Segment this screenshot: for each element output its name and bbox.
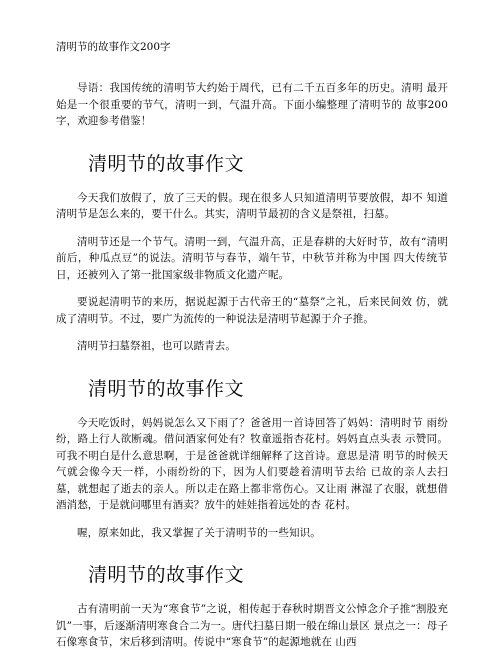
section-heading: 清明节的故事作文 <box>88 377 245 400</box>
paragraph: 古有清明前一天为“寒食节”之说，相传起于春秋时期晋文公悼念介子推“割股充饥”一事，后逐渐清明寒食合二为一。唐代扫墓日期一般在绵山景区 景点之一：母子石像寒食节，宋后移到清明。传说中“寒食节”的起源地就在 山西 <box>56 603 448 648</box>
paragraph: 今天吃饭时，妈妈说怎么又下雨了？爸爸用一首诗回答了妈妈：清明时节 雨纷纷，路上行人欲断魂。借问酒家何处有？牧童遥指杏花村。妈妈直点头表 示赞同。可我不明白是什么意思啊，于是爸爸就详细解释了这首诗。意思是清 明节的时候天气就会像今天一样，小雨纷纷的下，因为人们要趁着清明节去给 已故的亲人去扫墓，就想起了逝去的亲人。所以走在路上都非常伤心。又让雨 淋湿了衣服，就想借酒消愁，于是就问哪里有酒卖？放牛的娃娃指着远处的杏 花村。 <box>56 416 448 511</box>
section-heading: 清明节的故事作文 <box>88 564 245 586</box>
section-heading: 清明节的故事作文 <box>88 152 245 175</box>
paragraph: 喔，原来如此，我又掌握了关于清明节的一些知识。 <box>77 526 321 539</box>
document-title: 清明节的故事作文200字 <box>56 41 171 53</box>
paragraph: 要说起清明节的来历，据说起源于古代帝王的“墓祭”之礼，后来民间效 仿，就成了清明节。不过，要广为流传的一种说法是清明节起源于介子推。 <box>56 296 448 325</box>
intro-paragraph: 导语：我国传统的清明节大约始于周代，已有二千五百多年的历史。清明 最开始是一个很重要的节气，清明一到，气温升高。下面小编整理了清明节的 故事200字，欢迎参考借鉴！ <box>56 82 448 127</box>
paragraph: 今天我们放假了，放了三天的假。现在很多人只知道清明节要放假，却不 知道清明节是怎么来的，要干什么。其实，清明节最初的含义是祭祖，扫墓。 <box>56 191 448 220</box>
paragraph: 清明节还是一个节气。清明一到，气温升高，正是春耕的大好时节，故有“清明前后，种瓜点豆”的说法。清明节与春节，端午节，中秋节并称为中国 四大传统节日，还被列入了第一批国家级非物质文化遗产呢。 <box>56 235 448 281</box>
paragraph: 清明节扫墓祭祖，也可以踏青去。 <box>77 340 236 352</box>
